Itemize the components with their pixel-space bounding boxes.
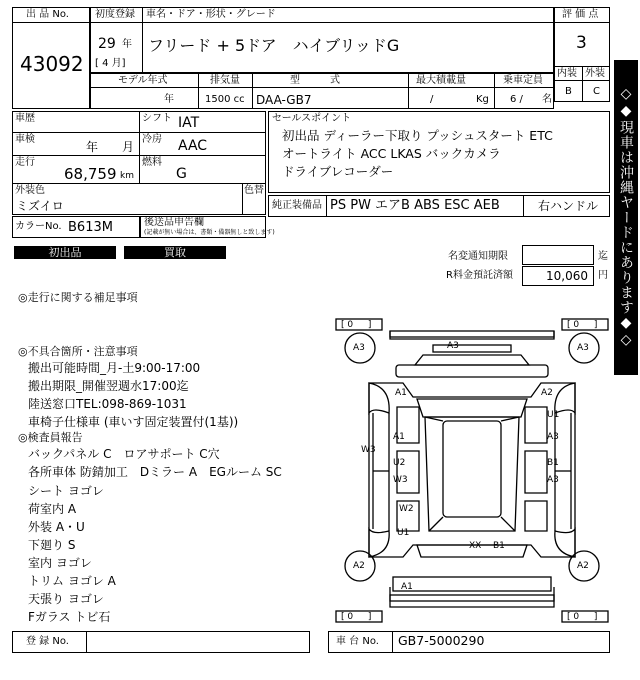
max-load-label: 最大積載量: [416, 75, 466, 86]
shift-label: シフト: [142, 113, 172, 124]
car-name-label: 車名・ドア・形状・グレード: [146, 9, 276, 20]
mark-a3-top: A3: [447, 341, 459, 351]
recycle-label: R料金預託済額: [446, 270, 513, 281]
mark-a3-right-wheel: A3: [577, 343, 589, 353]
displacement-label: 排気量: [210, 75, 240, 86]
inspection-label: 車検: [15, 134, 35, 145]
retro-label: 後送品申告欄: [144, 217, 204, 228]
color-no-value: B613M: [68, 220, 113, 235]
diagram-box-top-right: [ 0 ]: [567, 320, 598, 330]
shift-value: IAT: [178, 115, 200, 131]
diagram-box-bottom-left: [ 0 ]: [341, 612, 372, 622]
interior-label: 内装: [557, 68, 577, 79]
ac-value: AAC: [178, 138, 208, 154]
mark-a2-right-wheel: A2: [577, 561, 589, 571]
recycle-unit: 円: [598, 270, 608, 281]
first-listing-badge: 初出品: [14, 246, 116, 259]
inspector-line-10: Fガラス トビ石: [28, 610, 111, 624]
inspector-line-3: シート ヨゴレ: [28, 484, 104, 498]
mark-u2: U2: [393, 458, 406, 468]
diagram-box-bottom-right: [ 0 ]: [567, 612, 598, 622]
recycle-value: 10,060: [546, 269, 588, 283]
capacity-label: 乗車定員: [503, 75, 543, 86]
max-load-sep: /: [430, 94, 434, 105]
defects-title: ◎不具合箇所・注意事項: [18, 345, 138, 358]
retro-note: (記載が無い場合は、書類・備器無しと致します): [144, 229, 275, 236]
registration-label: 登 録 No.: [26, 636, 69, 647]
mark-w2: W2: [399, 504, 414, 514]
mark-a3-right: A3: [547, 432, 559, 442]
mileage-label: 走行: [15, 157, 35, 168]
transfer-deadline-label: 名変通知期限: [448, 251, 508, 262]
lot-number-label: 出 品 No.: [26, 9, 69, 20]
inspector-line-5: 外装 A・U: [28, 520, 85, 534]
capacity: 6 /: [510, 94, 523, 105]
inspector-line-7: 室内 ヨゴレ: [28, 556, 92, 570]
history-label: 車歴: [15, 113, 35, 124]
transfer-deadline-unit: 迄: [598, 251, 608, 262]
mileage-unit: km: [120, 171, 134, 181]
exterior-grade: C: [593, 86, 600, 97]
sales-line-3: ドライブレコーダー: [282, 164, 394, 179]
note-line-1: 搬出可能時間_月-土9:00-17:00: [28, 361, 201, 375]
chassis-label: 車 台 No.: [336, 636, 379, 647]
inspector-title: ◎検査員報告: [18, 431, 83, 444]
inspector-line-1: バックパネル C ロアサポート C穴: [28, 447, 220, 461]
score-value: 3: [576, 33, 587, 53]
model-year-label: モデル年式: [118, 75, 168, 86]
chassis-number: GB7-5000290: [398, 633, 485, 648]
mark-a2-right: A2: [541, 388, 553, 398]
type-label: 型 式: [290, 75, 340, 86]
yard-location-banner: ◇◆現車は沖縄ヤードにあります◆◇: [614, 60, 638, 375]
inspector-line-4: 荷室内 A: [28, 502, 77, 516]
note-line-2: 搬出期限_開催翌週水17:00迄: [28, 379, 189, 393]
color-no-label: カラーNo.: [15, 221, 62, 232]
ac-label: 冷房: [142, 134, 162, 145]
transfer-deadline-value: [522, 245, 594, 265]
steering-side: 右ハンドル: [538, 199, 599, 213]
mark-a3-right-2: A3: [547, 475, 559, 485]
mark-a2-left-wheel: A2: [353, 561, 365, 571]
ext-color-label: 外装色: [15, 185, 45, 196]
inspector-line-6: 下廻り S: [28, 538, 76, 552]
inspector-line-2: 各所車体 防錆加工 Dミラー A EGルーム SC: [28, 465, 282, 479]
mark-xx: XX: [469, 541, 482, 551]
mileage-value: 68,759: [64, 165, 117, 183]
sales-line-2: オートライト ACC LKAS バックカメラ: [282, 146, 501, 161]
car-outline: [333, 317, 611, 624]
mark-w3-panel: W3: [393, 475, 408, 485]
inspector-line-9: 天張り ヨゴレ: [28, 592, 104, 606]
mark-u1-right: U1: [547, 410, 560, 420]
interior-grade: B: [565, 86, 572, 97]
sales-point-label: セールスポイント: [272, 113, 352, 124]
note-line-3: 陸送窓口TEL:098-869-1031: [28, 397, 187, 411]
purchase-badge: 買取: [124, 246, 226, 259]
fuel-value: G: [176, 166, 187, 182]
mark-a1-left: A1: [395, 388, 407, 398]
ext-color-value: ミズイロ: [16, 199, 64, 213]
model-year-unit: 年: [164, 94, 174, 105]
exterior-label: 外装: [585, 68, 605, 79]
inspection-year: 年: [86, 140, 99, 154]
color-change-label: 色替: [244, 185, 264, 196]
displacement: 1500 cc: [205, 94, 245, 105]
capacity-unit: 名: [542, 94, 552, 105]
mark-w3-side: W3: [361, 445, 376, 455]
equipment-items: PS PW エアB ABS ESC AEB: [330, 198, 500, 213]
inspection-month: 月: [122, 140, 135, 154]
inspector-line-8: トリム ヨゴレ A: [28, 574, 116, 588]
model-type: DAA-GB7: [256, 93, 312, 107]
mark-a1-bottom: A1: [401, 582, 413, 592]
car-name: フリード + 5ドア ハイブリッドG: [148, 36, 400, 55]
mark-u1-left: U1: [397, 528, 410, 538]
fuel-label: 燃料: [142, 157, 162, 168]
lot-number: 43092: [20, 52, 84, 76]
first-reg-month: [ 4 月]: [95, 58, 126, 69]
sales-line-1: 初出品 ディーラー下取り プッシュスタート ETC: [282, 128, 553, 143]
mark-a1-panel: A1: [393, 432, 405, 442]
car-damage-diagram: [333, 317, 611, 624]
mark-a3-left-wheel: A3: [353, 343, 365, 353]
driving-notes-title: ◎走行に関する補足事項: [18, 291, 138, 304]
diagram-box-top-left: [ 0 ]: [341, 320, 372, 330]
equipment-label: 純正装備品: [272, 200, 322, 211]
first-reg-year-unit: 年: [122, 39, 132, 50]
score-label: 評 価 点: [562, 9, 599, 20]
mark-b1-right: B1: [547, 458, 559, 468]
first-reg-year: 29: [98, 36, 116, 52]
first-reg-label: 初度登録: [95, 9, 135, 20]
mark-b1-rear: B1: [493, 541, 505, 551]
max-load-unit: Kg: [476, 94, 489, 105]
note-line-4: 車椅子仕様車 (車いす固定装置付(1基)): [28, 415, 239, 429]
